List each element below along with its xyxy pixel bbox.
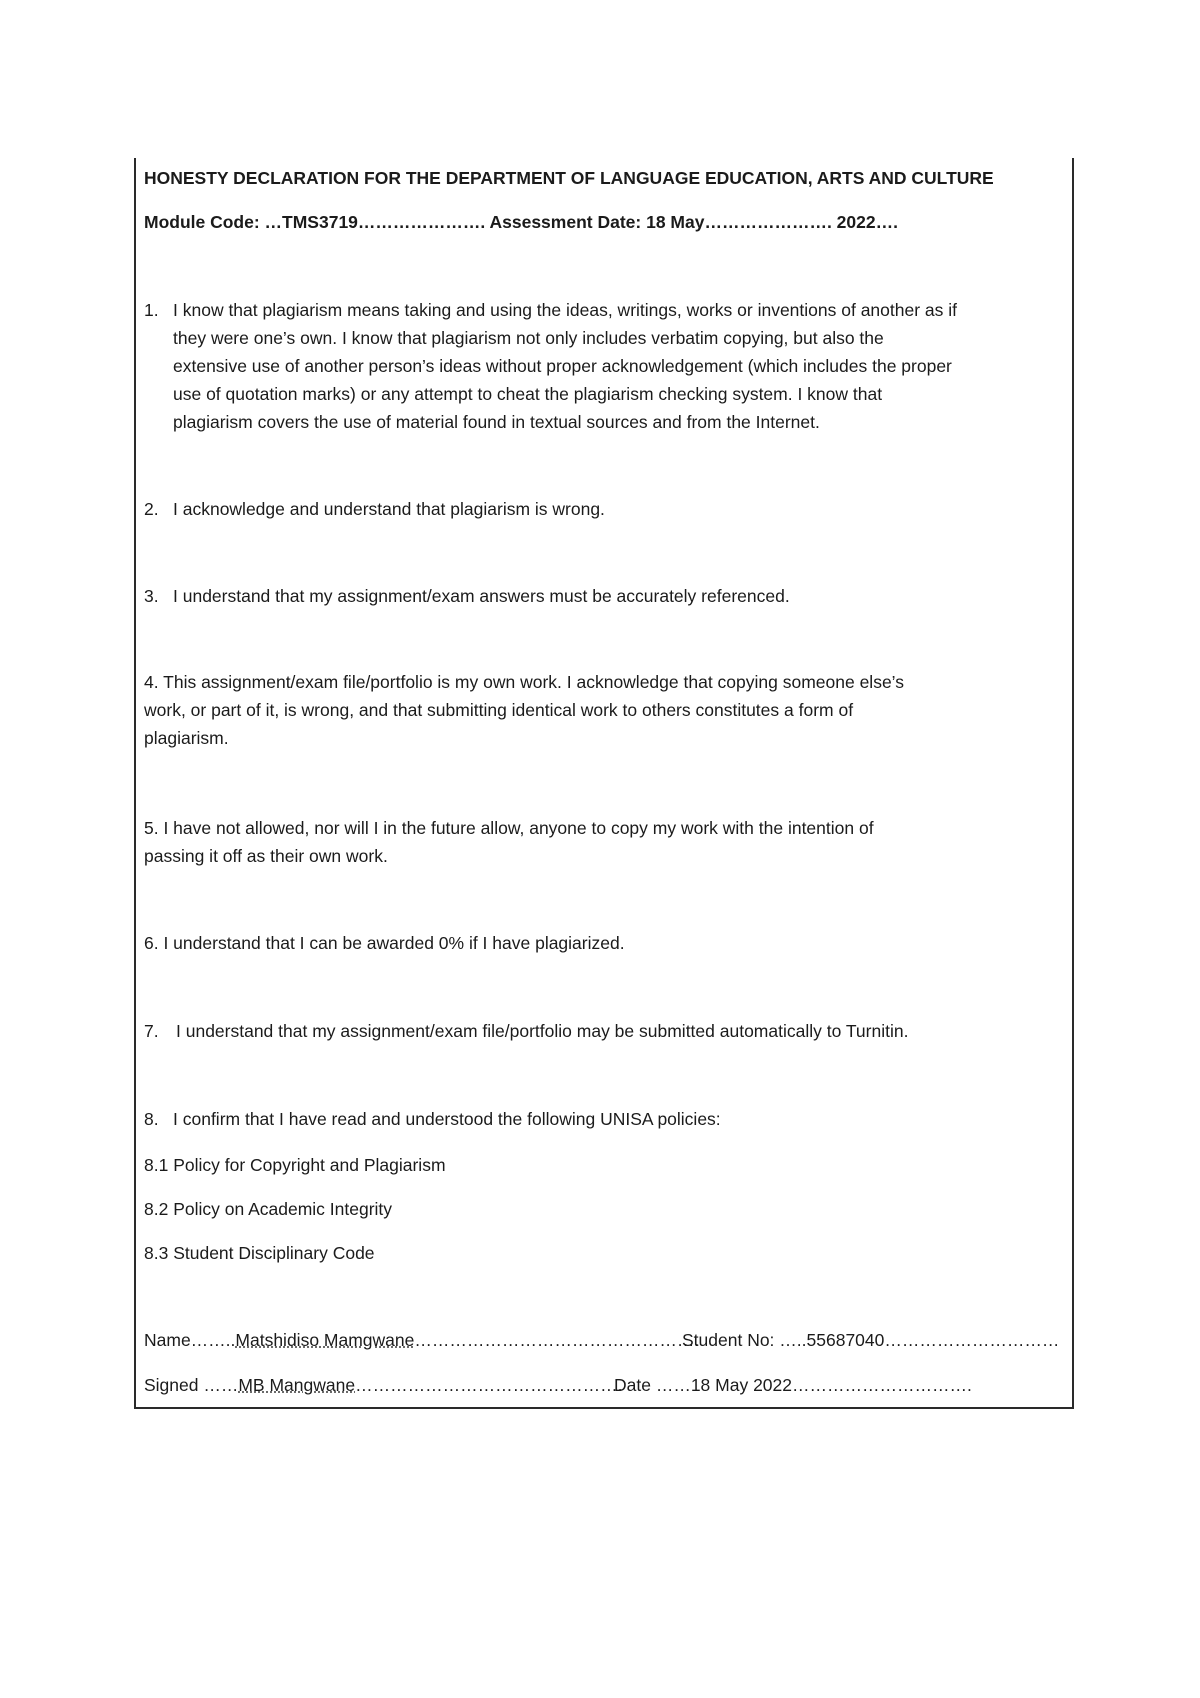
name-row <box>144 1326 699 1354</box>
item-2-text: I acknowledge and understand that plagiarism is wrong. <box>173 499 605 519</box>
signed-row <box>144 1371 622 1399</box>
item-6-text: 6. I understand that I can be awarded 0% if I have plagiarized. <box>144 933 625 953</box>
name-label: Name…….. <box>144 1330 236 1350</box>
item-1-number: 1. <box>144 300 159 320</box>
item-4-line: 4. This assignment/exam file/portfolio is my own work. I acknowledge that copying someone else’s <box>144 672 905 692</box>
item-7-number: 7. <box>144 1021 159 1041</box>
item-1-text <box>173 296 1063 436</box>
date-label: Date …… <box>614 1375 691 1395</box>
item-2-number: 2. <box>144 499 159 519</box>
item-4-text <box>144 668 904 752</box>
declaration-title: HONESTY DECLARATION FOR THE DEPARTMENT OF LANGUAGE EDUCATION, ARTS AND CULTURE <box>144 168 994 188</box>
item-5-line: passing it off as their own work. <box>144 846 388 866</box>
policy-8-3: 8.3 Student Disciplinary Code <box>144 1243 375 1263</box>
item-7-text: I understand that my assignment/exam file/portfolio may be submitted automatically to Turnitin. <box>176 1021 909 1041</box>
student-no-value: 55687040 <box>806 1330 885 1350</box>
item-1-line: plagiarism covers the use of material found in textual sources and from the Internet. <box>173 412 820 432</box>
item-3-text: I understand that my assignment/exam answers must be accurately referenced. <box>173 586 790 606</box>
student-no-label: Student No: ….. <box>682 1330 807 1350</box>
student-no-fill: ………………………… <box>884 1330 1060 1350</box>
item-1-line: they were one’s own. I know that plagiarism not only includes verbatim copying, but also the <box>173 328 884 348</box>
policy-8-2: 8.2 Policy on Academic Integrity <box>144 1199 393 1219</box>
signed-fill: ………………………………………. <box>355 1375 623 1395</box>
student-no-row <box>682 1326 1059 1354</box>
item-1-line: extensive use of another person’s ideas without proper acknowledgement (which includes the proper <box>173 356 952 376</box>
item-1-line: use of quotation marks) or any attempt to cheat the plagiarism checking system. I know that <box>173 384 883 404</box>
item-4-line: plagiarism. <box>144 728 229 748</box>
item-5-line: 5. I have not allowed, nor will I in the future allow, anyone to copy my work with the intention of <box>144 818 874 838</box>
item-8-number: 8. <box>144 1109 159 1129</box>
item-5-text <box>144 814 874 870</box>
item-1-line: I know that plagiarism means taking and using the ideas, writings, works or inventions of another as if <box>173 300 958 320</box>
date-fill: …………………………. <box>792 1375 972 1395</box>
date-row <box>614 1371 972 1399</box>
name-fill: …………………………………………. <box>414 1330 700 1350</box>
policy-8-1: 8.1 Policy for Copyright and Plagiarism <box>144 1155 446 1175</box>
date-value: 18 May 2022 <box>690 1375 793 1395</box>
item-4-line: work, or part of it, is wrong, and that submitting identical work to others constitutes a form of <box>144 700 854 720</box>
item-3-number: 3. <box>144 586 159 606</box>
module-line: Module Code: …TMS3719…………………. Assessment Date: 18 May…………………. 2022…. <box>144 212 898 232</box>
signed-label: Signed …… <box>144 1375 239 1395</box>
name-value: Matshidiso Mamgwane <box>235 1330 415 1350</box>
item-8-text: I confirm that I have read and understood the following UNISA policies: <box>173 1109 721 1129</box>
signed-value: MB Mangwane <box>238 1375 356 1395</box>
